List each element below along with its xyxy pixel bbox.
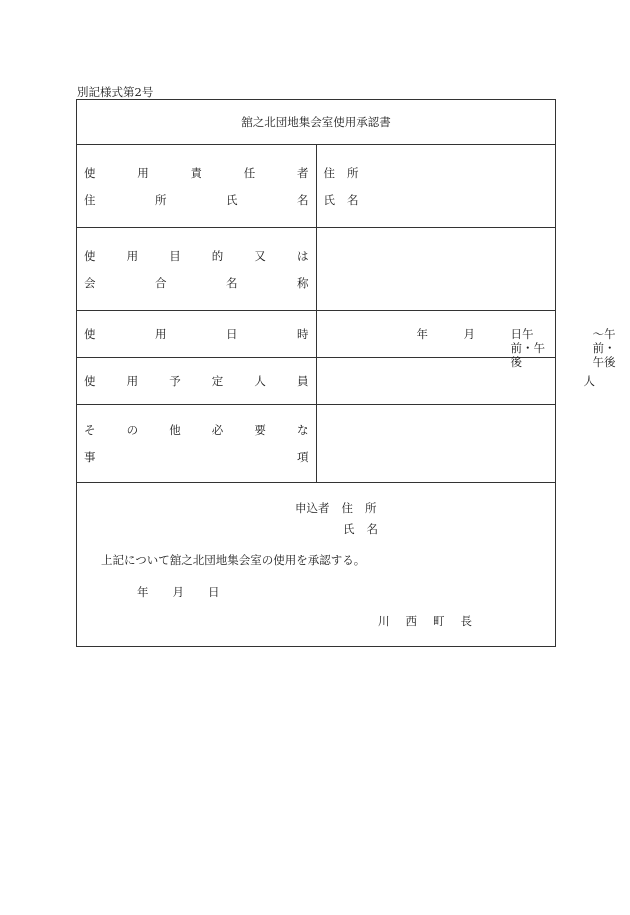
approval-row: [77, 483, 556, 647]
approval-date: 年 月 日: [137, 585, 220, 599]
form-title: 舘之北団地集会室使用承認書: [77, 100, 556, 145]
issuer-title: 川 西 町 長: [378, 614, 472, 628]
day-ampm-label: 日午前・午後: [510, 327, 545, 369]
applicant-name-field: 氏 名: [323, 192, 359, 207]
attendees-row: [77, 358, 556, 405]
other-label: そ の 他 必 要 な 事 項: [77, 405, 317, 483]
approval-statement: 上記について舘之北団地集会室の使用を承認する。: [101, 553, 366, 567]
applicant-label: 使 用 責 任 者 住 所 氏 名: [77, 145, 317, 228]
purpose-row: [77, 228, 556, 311]
persons-unit: 人: [583, 374, 595, 388]
datetime-row: [77, 311, 556, 358]
approval-section: [77, 483, 556, 647]
applicant-name-line: 氏 名: [343, 522, 378, 536]
datetime-value: [316, 311, 616, 369]
applicant-row: [77, 145, 556, 228]
month-label: 月: [463, 327, 475, 341]
datetime-label: 使 用 日 時: [77, 311, 317, 358]
applicant-value: [316, 145, 556, 228]
end-ampm-label: ～午前・午後: [592, 327, 616, 369]
form-number: 別記様式第2号: [77, 85, 154, 99]
year-label: 年: [416, 327, 428, 341]
approval-form-table: [76, 99, 616, 647]
applicant-address-line: 申込者 住 所: [295, 501, 377, 515]
other-row: [77, 405, 556, 483]
other-value: [316, 405, 556, 483]
applicant-address-field: 住 所: [323, 165, 359, 180]
attendees-label: 使 用 予 定 人 員: [77, 358, 317, 405]
purpose-value: [316, 228, 556, 311]
purpose-label: 使 用 目 的 又 は 会 合 名 称: [77, 228, 317, 311]
